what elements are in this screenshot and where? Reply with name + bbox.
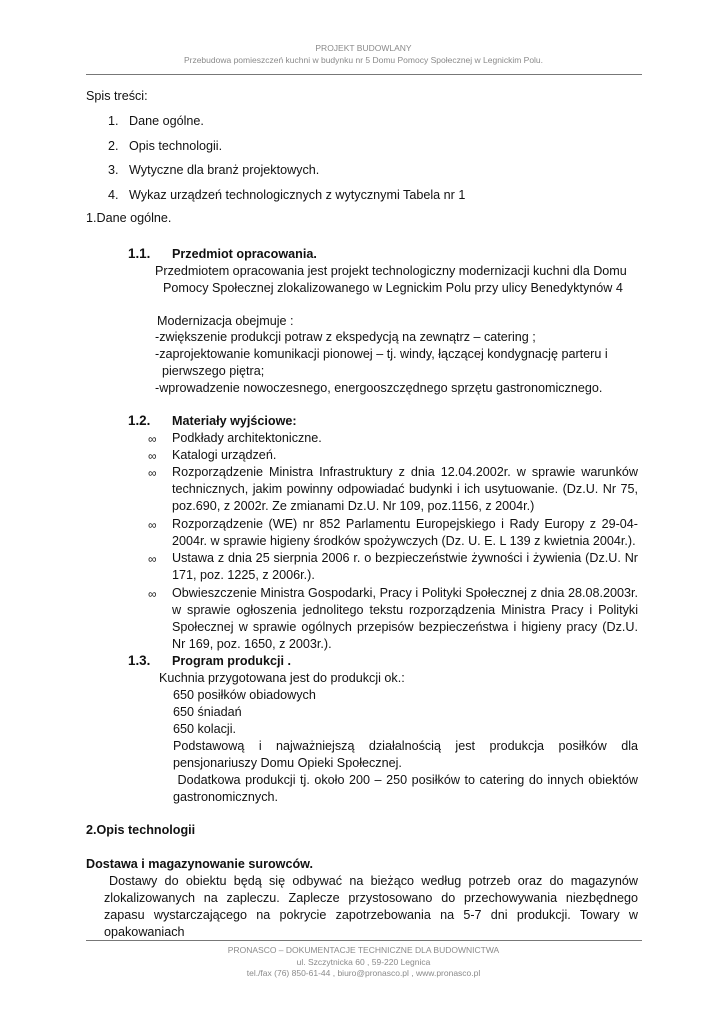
bullet-icon: ∞: [148, 432, 157, 446]
scope-item: pierwszego piętra;: [162, 364, 265, 378]
footer-contact: tel./fax (76) 850-61-44 , biuro@pronasco.pl , www.pronasco.pl: [246, 968, 481, 978]
list-item: Obwieszczenie Ministra Gospodarki, Pracy i Polityki Społecznej z dnia 28.08.2003r. w sprawie ogłoszenia jednolitego tekstu rozporządzenia Ministra Pracy i Polityki Społecznej w sprawie ogólnych przepisów bezpieczeństwa i higieny pracy (Dz.U. Nr 169, poz. 1650, z 2003r.).: [172, 586, 638, 651]
section-1-1-number: 1.1.: [128, 246, 151, 261]
footer-company: PRONASCO – DOKUMENTACJE TECHNICZNE DLA BUDOWNICTWA: [227, 945, 500, 955]
toc-item: Wytyczne dla branż projektowych.: [129, 163, 320, 177]
header-title: PROJEKT BUDOWLANY: [315, 43, 412, 53]
toc-item: Wykaz urządzeń technologicznych z wytycznymi Tabela nr 1: [129, 188, 466, 202]
bullet-icon: ∞: [148, 518, 157, 532]
section-1-3-number: 1.3.: [128, 653, 151, 668]
list-item: Ustawa z dnia 25 sierpnia 2006 r. o bezpieczeństwie żywności i żywienia (Dz.U. Nr 171, poz. 1225, z 2006r.).: [172, 551, 638, 582]
paragraph-line: Pomocy Społecznej zlokalizowanego w Legnickim Polu przy ulicy Benedyktynów 4: [163, 281, 623, 295]
footer-rule: [86, 940, 642, 941]
toc-item-number: 1.: [108, 114, 119, 128]
bullet-icon: ∞: [148, 587, 157, 601]
header-subtitle: Przebudowa pomieszczeń kuchni w budynku nr 5 Domu Pomocy Społecznej w Legnickim Polu.: [183, 55, 544, 65]
section-1-3-title: Program produkcji .: [172, 654, 291, 668]
section-1-1-title: Przedmiot opracowania.: [172, 247, 317, 261]
list-item: Katalogi urządzeń.: [172, 448, 277, 462]
toc-item-number: 4.: [108, 188, 119, 202]
production-intro: Kuchnia przygotowana jest do produkcji ok.:: [159, 671, 405, 685]
section-1-2-title: Materiały wyjściowe:: [172, 414, 297, 428]
section-2-title: 2.Opis technologii: [86, 823, 196, 837]
scope-item: -zaprojektowanie komunikacji pionowej – tj. windy, łączącej kondygnację parteru i: [155, 347, 608, 361]
section-1-2-number: 1.2.: [128, 413, 151, 428]
footer-address: ul. Szczytnicka 60 , 59-220 Legnica: [296, 957, 431, 967]
list-item: Podkłady architektoniczne.: [172, 431, 322, 445]
scope-item: -wprowadzenie nowoczesnego, energooszczędnego sprzętu gastronomicznego.: [155, 381, 603, 395]
production-paragraph: Dodatkowa produkcji tj. około 200 – 250 posiłków to catering do innych obiektów gastronomicznych.: [173, 773, 642, 804]
section-1-title: 1.Dane ogólne.: [86, 211, 172, 225]
toc-item: Dane ogólne.: [129, 114, 204, 128]
toc-item-number: 3.: [108, 163, 119, 177]
section-2-subtitle: Dostawa i magazynowanie surowców.: [86, 857, 313, 871]
toc-item-number: 2.: [108, 139, 119, 153]
list-item: Rozporządzenie (WE) nr 852 Parlamentu Europejskiego i Rady Europy z 29-04-2004r. w sprawie higieny środków spożywczych (Dz. U. E. L 139 z kwietnia 2004r.).: [172, 517, 638, 548]
header-rule: [86, 74, 642, 75]
production-line: 650 posiłków obiadowych: [173, 688, 316, 702]
bullet-icon: ∞: [148, 449, 157, 463]
scope-item: -zwiększenie produkcji potraw z ekspedycją na zewnątrz – catering ;: [155, 330, 536, 344]
bullet-icon: ∞: [148, 552, 157, 566]
toc-title: Spis treści:: [86, 89, 148, 103]
production-line: 650 kolacji.: [173, 722, 237, 736]
section-2-paragraph: Dostawy do obiektu będą się odbywać na bieżąco według potrzeb oraz do magazynów zlokalizowanych na zapleczu. Zaplecze przystosowano do przechowywania niezbędnego zapasu wystarczającego na pokrycie zapotrzebowania na 5-7 dni produkcji. Towary w opakowaniach: [104, 874, 638, 939]
scope-title: Modernizacja obejmuje :: [157, 314, 294, 328]
production-line: 650 śniadań: [173, 705, 242, 719]
production-paragraph: Podstawową i najważniejszą działalnością jest produkcja posiłków dla pensjonariuszy Domu Opieki Społecznej.: [173, 739, 638, 770]
toc-item: Opis technologii.: [129, 139, 223, 153]
paragraph-line: Przedmiotem opracowania jest projekt technologiczny modernizacji kuchni dla Domu: [155, 264, 627, 278]
list-item: Rozporządzenie Ministra Infrastruktury z dnia 12.04.2002r. w sprawie warunków technicznych, jakim powinny odpowiadać budynki i ich usytuowanie. (Dz.U. Nr 75, poz.690, z 2002r. Ze zmianami Dz.U. Nr 109, poz.1156, z 2004r.): [172, 465, 638, 513]
bullet-icon: ∞: [148, 466, 157, 480]
